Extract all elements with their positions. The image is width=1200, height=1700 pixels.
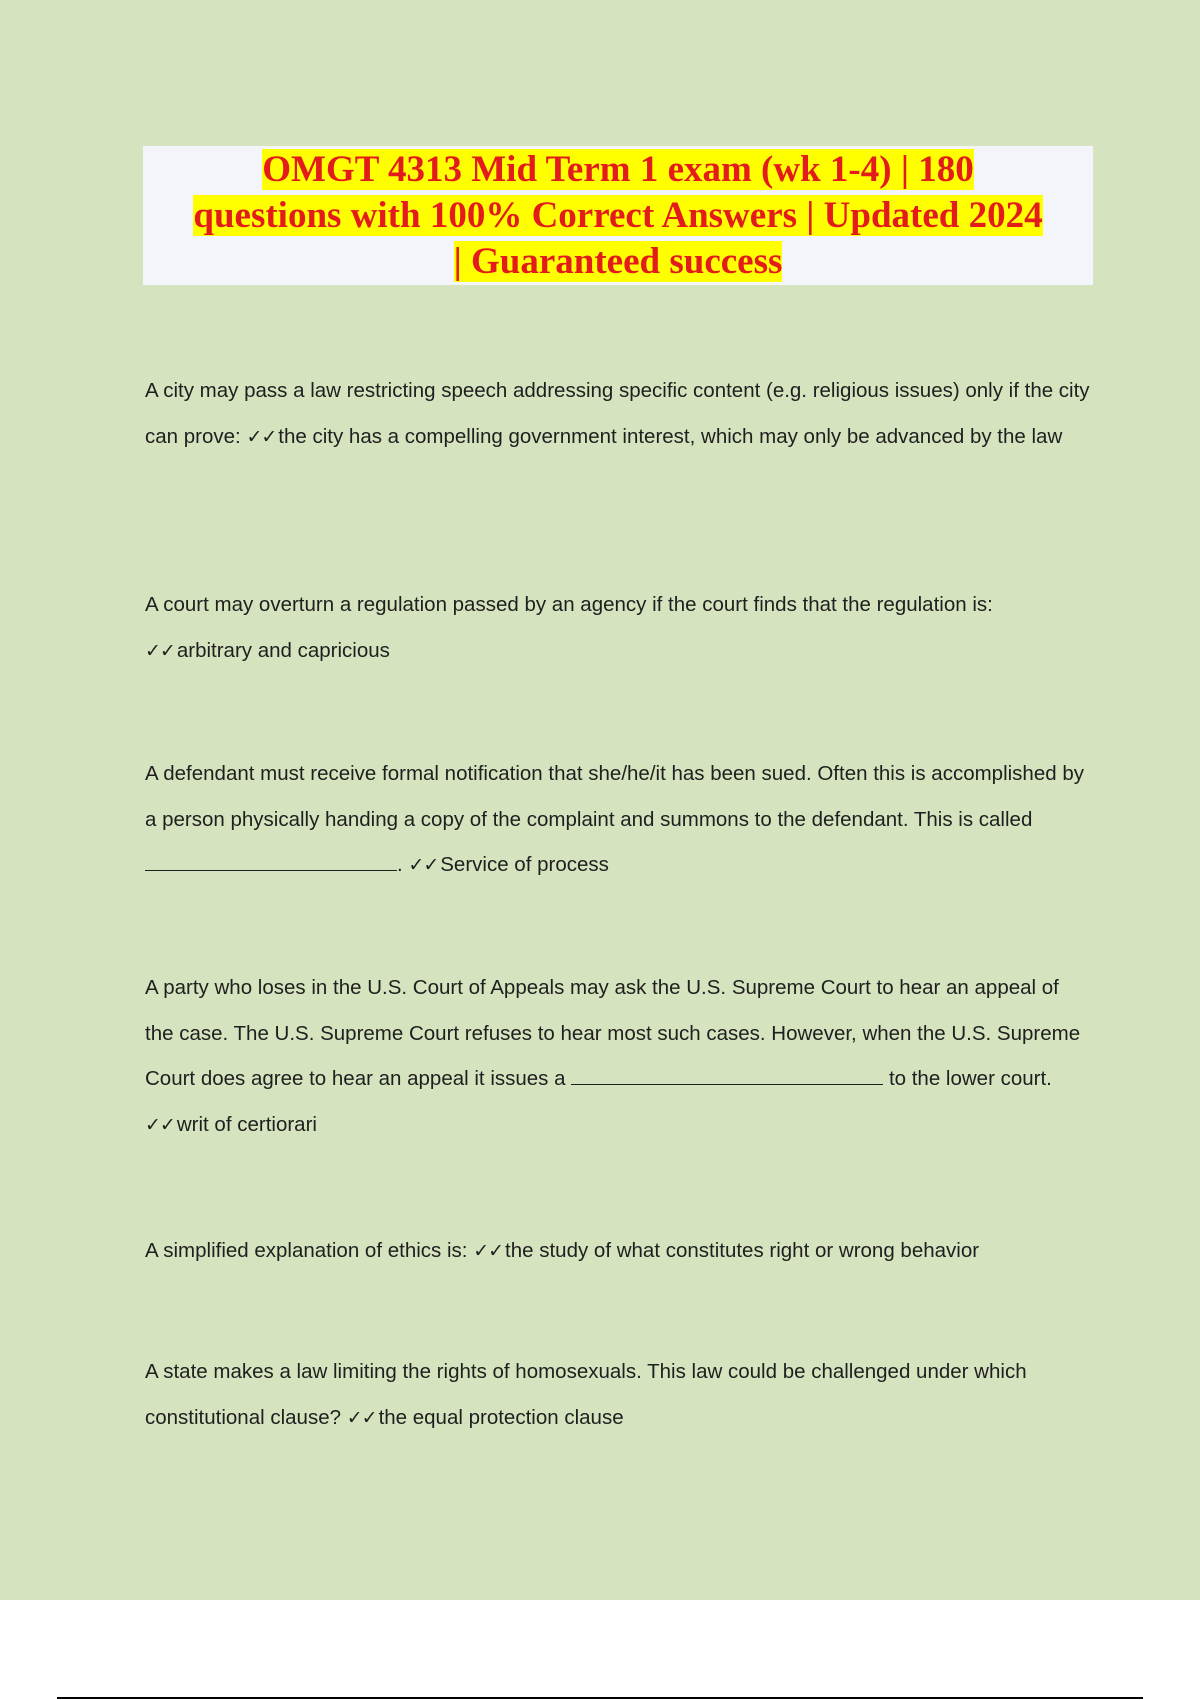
check-mark-icon: ✓✓ xyxy=(145,639,175,662)
question-text: A city may pass a law restricting speech addressing specific content (e.g. religious issues) only if the city can prove: xyxy=(145,379,1090,448)
qa-item-2 xyxy=(145,582,1090,674)
answer-text: arbitrary and capricious xyxy=(176,638,390,662)
document-title xyxy=(143,146,1093,285)
qa-item-1 xyxy=(145,368,1090,460)
check-mark-icon: ✓✓ xyxy=(145,1113,175,1136)
answer-text: the study of what constitutes right or wrong behavior xyxy=(505,1239,980,1262)
question-text: A defendant must receive formal notification that she/he/it has been sued. Often this is accomplished by a person physically handing a copy of the complaint and summons to the defendant. This is called xyxy=(145,762,1084,831)
answer-text: the equal protection clause xyxy=(378,1405,624,1429)
answer-text: Service of process xyxy=(440,853,609,876)
title-line-3: | Guaranteed success xyxy=(453,241,783,282)
check-mark-icon: ✓✓ xyxy=(408,854,439,876)
question-text: A party who loses in the U.S. Court of Appeals may ask the U.S. Supreme Court to hear an appeal of the case. The U.S. Supreme Court refuses to hear most such cases. However, when the U.S. Supreme Court does agree to hear an appeal it issues a xyxy=(145,976,1081,1090)
question-text-after-blank: . xyxy=(397,853,403,876)
question-text: A court may overturn a regulation passed by an agency if the court finds that the regulation is: xyxy=(145,593,993,616)
question-text-after-blank: to the lower court. xyxy=(888,1067,1052,1090)
answer-text: writ of certiorari xyxy=(176,1112,317,1136)
answer-blank xyxy=(571,1062,883,1085)
check-mark-icon: ✓✓ xyxy=(473,1240,504,1262)
answer-blank xyxy=(145,848,397,871)
footer-rule xyxy=(57,1697,1143,1699)
qa-item-5 xyxy=(145,1228,1090,1275)
question-text: A state makes a law limiting the rights of homosexuals. This law could be challenged under which constitutional clause? xyxy=(145,1360,1027,1429)
check-mark-icon: ✓✓ xyxy=(346,1406,377,1429)
title-line-1: OMGT 4313 Mid Term 1 exam (wk 1-4) | 180 xyxy=(262,149,974,190)
question-text: A simplified explanation of ethics is: xyxy=(145,1239,468,1262)
qa-item-3 xyxy=(145,751,1090,889)
title-box xyxy=(143,146,1093,285)
qa-item-6 xyxy=(145,1349,1090,1441)
title-line-2: questions with 100% Correct Answers | Updated 2024 xyxy=(193,195,1043,236)
qa-item-4 xyxy=(145,965,1090,1148)
check-mark-icon: ✓✓ xyxy=(246,425,277,448)
answer-text: the city has a compelling government interest, which may only be advanced by the law xyxy=(278,424,1063,448)
